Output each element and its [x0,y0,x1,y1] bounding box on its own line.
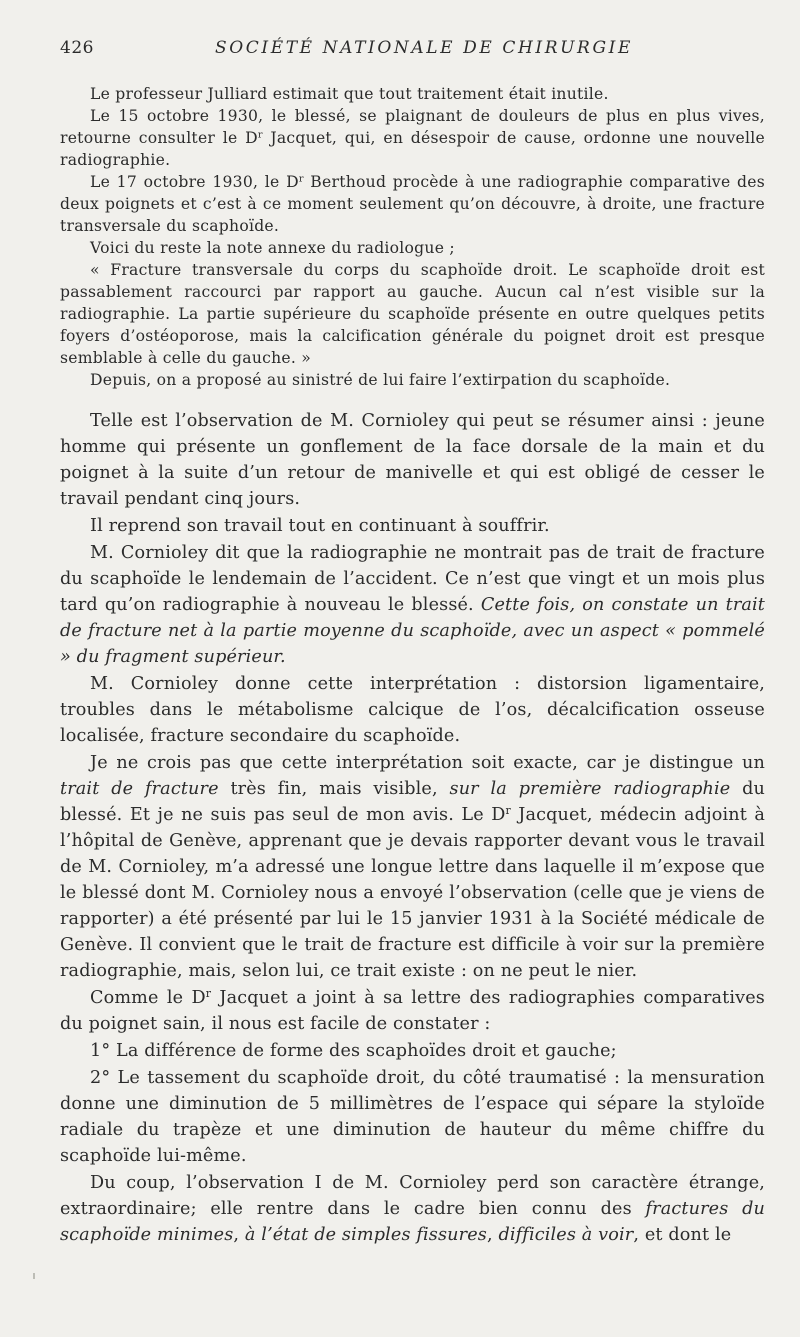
paragraph: Telle est l’observation de M. Cornioley qui peut se résumer ainsi : jeune homme qui présente un gonflement de la face dorsale de la main et du poignet à la suite d’un retour de manivelle et qui est obligé de cesser le travail pendant cinq jours. [60,411,765,509]
paragraph: Le professeur Julliard estimait que tout traitement était inutile. [90,85,609,103]
paragraph: Depuis, on a proposé au sinistré de lui faire l’extirpation du scaphoïde. [90,371,671,389]
list-item: 2° Le tassement du scaphoïde droit, du côté traumatisé : la mensuration donne une diminution de 5 millimètres de l’espace qui sépare la styloïde radiale du trapèze et une diminution de hauteur du même chiffre du scaphoïde lui-même. [60,1068,765,1166]
paragraph: Voici du reste la note annexe du radiologue ; [90,239,455,257]
paragraph: Le 17 octobre 1930, le $D^r$ Berthoud procède à une radiographie comparative des deux poignets et c’est à ce moment seulement qu’on découvre, à droite, une fracture transversale du scaphoïde. [60,173,766,235]
paragraph: Comme le $D^r$ Jacquet a joint à sa lettre des radiographies comparatives du poignet sain, il nous est facile de constater : [60,987,765,1034]
paragraph: M. Cornioley donne cette interprétation : distorsion ligamentaire, troubles dans le métabolisme calcique de l’os, décalcification osseuse localisée, fracture secondaire du scaphoïde. [60,674,765,746]
paragraph: Il reprend son travail tout en continuant à souffrir. [90,516,550,536]
paragraph: Le 15 octobre 1930, le blessé, se plaignant de douleurs de plus en plus vives, retourne consulter le $D^r$ Jacquet, qui, en désespoir de cause, ordonne une nouvelle radiographie. [60,107,765,169]
scan-speck [33,1273,35,1279]
paragraph: Je ne crois pas que cette interprétation soit exacte, car je distingue un trait de fracture très fin, mais visible, sur la première radiographie du blessé. Et je ne suis pas seul de mon avis. Le $D^r$ Jacquet, médecin adjoint à l’hôpital de Genève, apprenant que je devais rapporter devant vous le travail de M. Cornioley, m’a adressé une longue lettre dans laquelle il m’expose que le blessé dont M. Cornioley nous a envoyé l’observation (celle que je viens de rapporter) a été présenté par lui le 15 janvier 1931 à la Société médicale de Genève. Il convient que le trait de fracture est difficile à voir sur la première radiographie, mais, selon lui, ce trait existe : on ne peut le nier. [60,753,765,981]
case-report-block [60,83,765,391]
radiologist-quote: « Fracture transversale du corps du scaphoïde droit. Le scaphoïde droit est passablement raccourci par rapport au gauche. Aucun cal n’est visible sur la radiographie. La partie supérieure du scaphoïde présente en outre quelques petits foyers d’ostéoporose, mais la calcification générale du poignet droit est presque semblable à celle du gauche. » [60,261,765,367]
running-title: SOCIÉTÉ NATIONALE DE CHIRURGIE [215,38,633,58]
list-item: 1° La différence de forme des scaphoïdes droit et gauche; [90,1041,617,1061]
paragraph: Du coup, l’observation I de M. Cornioley perd son caractère étrange, extraordinaire; elle rentre dans le cadre bien connu des fractures du scaphoïde minimes, à l’état de simples fissures, difficiles à voir, et dont le [60,1173,765,1245]
page-header [60,38,765,62]
paragraph: M. Cornioley dit que la radiographie ne montrait pas de trait de fracture du scaphoïde le lendemain de l’accident. Ce n’est que vingt et un mois plus tard qu’on radiographie à nouveau le blessé. Cette fois, on constate un trait de fracture net à la partie moyenne du scaphoïde, avec un aspect « pommelé » du fragment supérieur. [60,543,766,667]
commentary-block [60,408,765,1249]
page-number: 426 [60,38,94,58]
